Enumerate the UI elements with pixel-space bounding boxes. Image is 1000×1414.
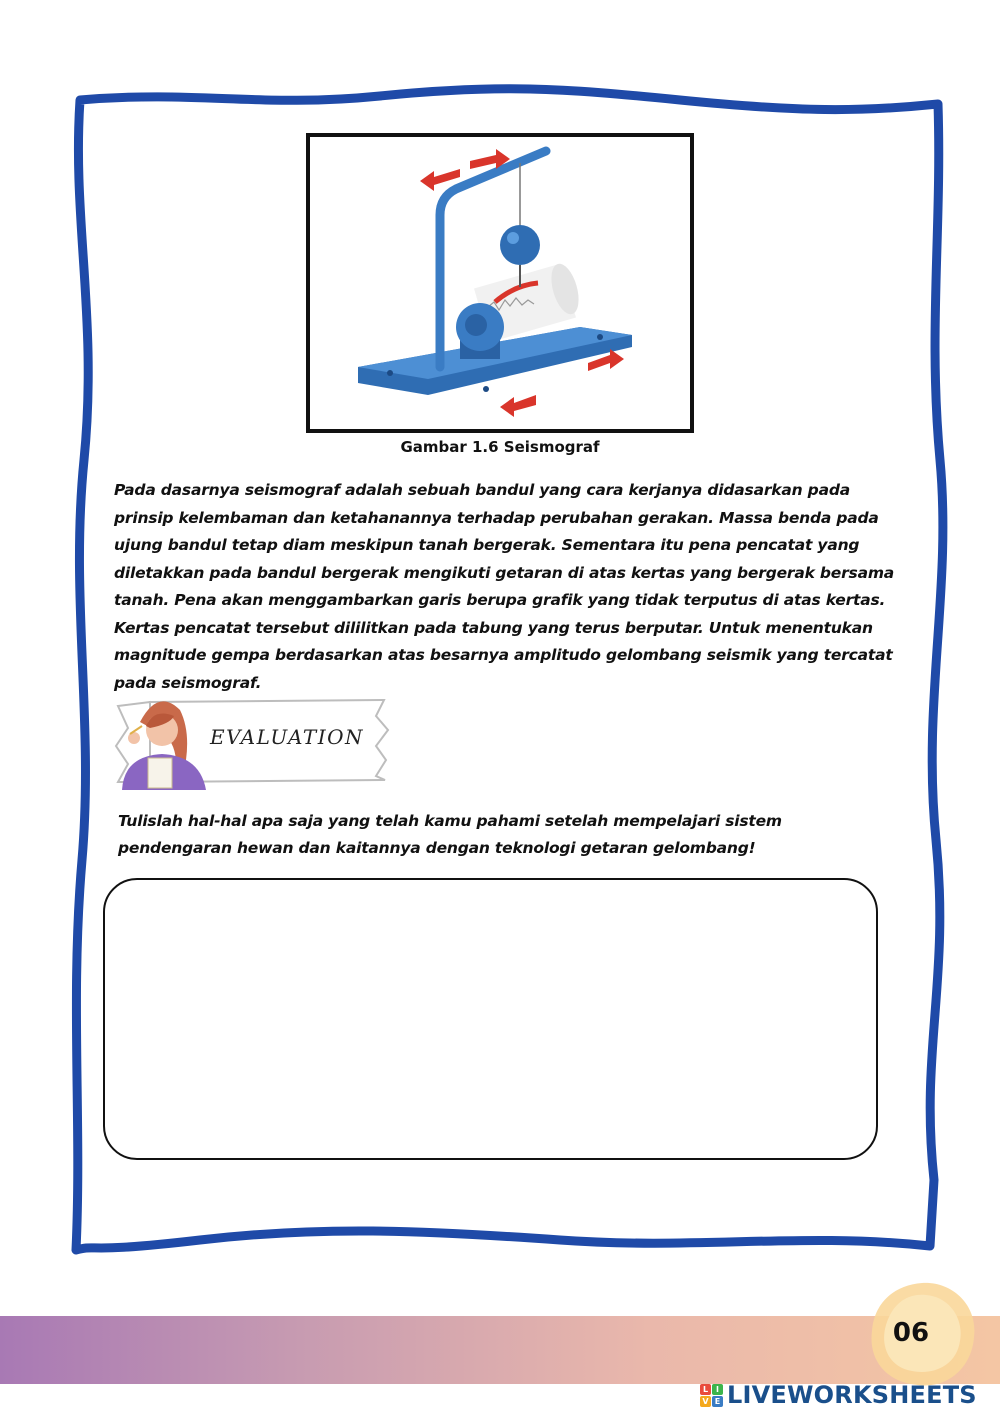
body-paragraph: Pada dasarnya seismograf adalah sebuah bandul yang cara kerjanya didasarkan pada prinsip kelembaman dan ketahanannya terhadap perubahan gerakan. Massa benda pada ujung bandul tetap diam meskipun tanah bergerak. Sementara itu pena pencatat yang diletakkan pada bandul bergerak mengikuti getaran di atas kertas yang bergerak bersama tanah. Pena akan menggambarkan garis berupa grafik yang tidak terputus di atas kertas. Kertas pencatat tersebut dililitkan pada tabung yang terus berputar. Untuk menentukan magnitude gempa berdasarkan atas besarnya amplitudo gelombang seismik yang tercatat pada seismograf. bbox=[114, 481, 895, 692]
seismograph-figure bbox=[306, 133, 694, 433]
liveworksheets-logo[interactable] bbox=[700, 1382, 977, 1408]
answer-textbox[interactable] bbox=[103, 878, 878, 1160]
evaluation-prompt: Tulislah hal-hal apa saja yang telah kamu pahami setelah mempelajari sistem pendengaran hewan dan kaitannya dengan teknologi getaran gelombang! bbox=[118, 812, 782, 857]
figure-caption: Gambar 1.6 Seismograf bbox=[400, 438, 600, 456]
page-number: 06 bbox=[892, 1318, 930, 1348]
evaluation-title: EVALUATION bbox=[210, 725, 365, 749]
liveworksheets-badge-icon: L I V E bbox=[700, 1384, 723, 1407]
footer-band bbox=[0, 1316, 1000, 1384]
liveworksheets-wordmark: LIVEWORKSHEETS bbox=[727, 1381, 977, 1409]
seismograph-illustration bbox=[310, 137, 690, 429]
